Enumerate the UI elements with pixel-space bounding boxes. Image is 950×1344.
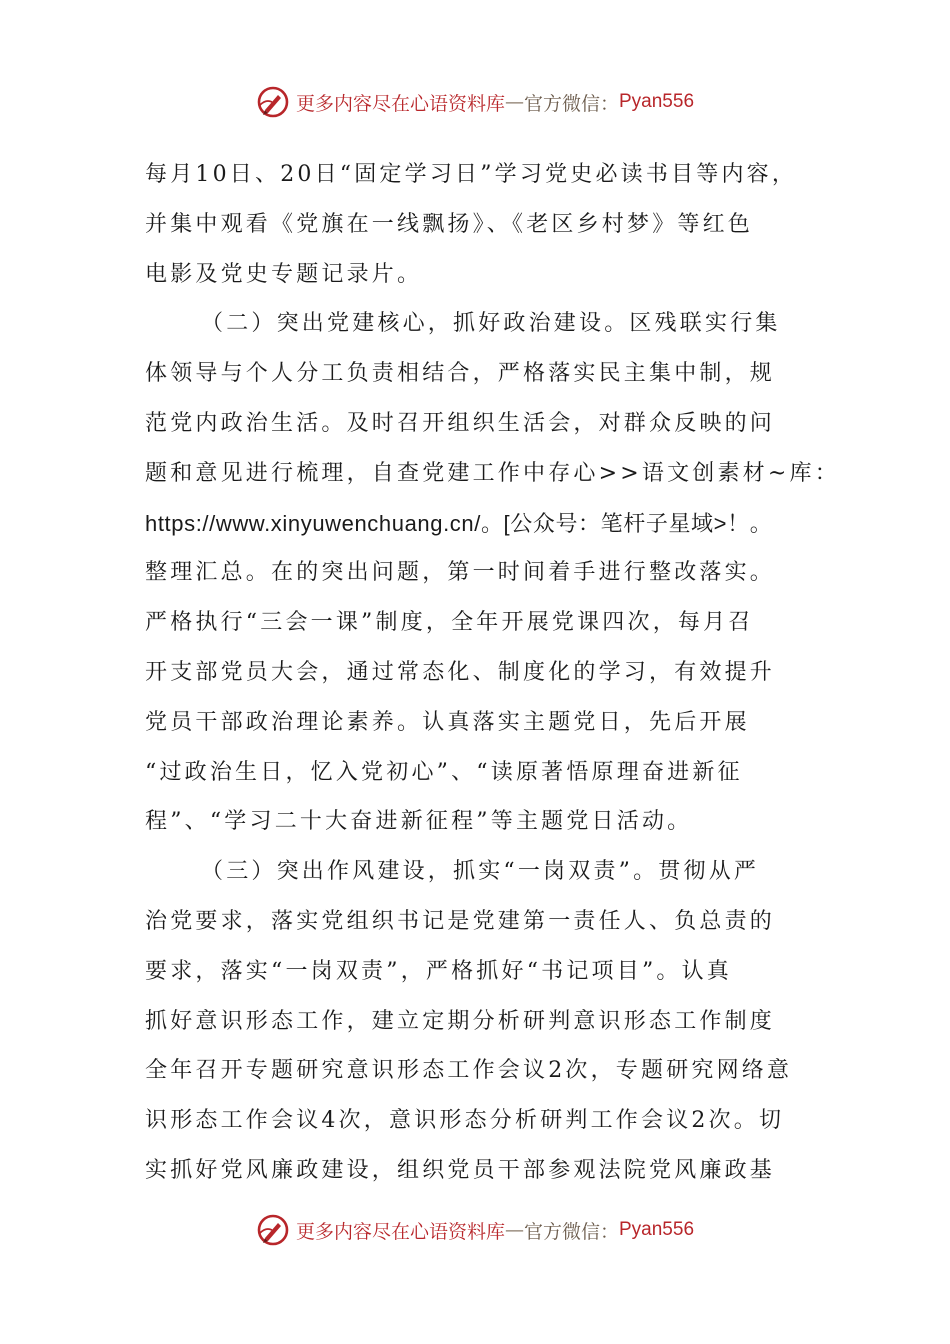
banner-title: 更多内容尽在心语资料库 xyxy=(295,92,505,115)
text-line: 每月10日、20日“固定学习日”学习党史必读书目等内容， xyxy=(145,162,798,187)
banner-wechat-label: 官方微信： xyxy=(523,1220,619,1243)
text-line: 党员干部政治理论素养。认真落实主题党日，先后开展 xyxy=(145,709,750,735)
banner-title: 更多内容尽在心语资料库 xyxy=(295,1220,505,1243)
pen-logo-icon xyxy=(256,85,290,119)
text-line: 实抓好党风廉政建设，组织党员干部参观法院党风廉政基 xyxy=(145,1157,776,1183)
banner-dash: — xyxy=(504,1219,524,1241)
banner-wechat-label: 官方微信： xyxy=(523,92,619,115)
text-line: 并集中观看《党旗在一线飘扬》、《老区乡村梦》等红色 xyxy=(145,211,754,237)
text-line: 范党内政治生活。及时召开组织生活会，对群众反映的问 xyxy=(145,410,776,436)
text-line: 整理汇总。在的突出问题，第一时间着手进行整改落实。 xyxy=(145,560,776,586)
text-line: “过政治生日，忆入党初心”、“读原著悟原理奋进新征 xyxy=(145,759,743,785)
footer-banner xyxy=(0,1210,950,1250)
text-line: 题和意见进行梳理，自查党建工作中存心>>语文创素材~库： xyxy=(145,460,840,486)
text-line: 严格执行“三会一课”制度，全年开展党课四次，每月召 xyxy=(145,610,754,636)
text-line: 电影及党史专题记录片。 xyxy=(145,261,423,287)
text-line: 治党要求，落实党组织书记是党建第一责任人、负总责的 xyxy=(145,908,776,934)
banner-wechat-id: Pyan556 xyxy=(619,91,695,112)
text-line: 要求，落实“一岗双责”，严格抓好“书记项目”。认真 xyxy=(145,958,732,984)
text-line: 识形态工作会议4次，意识形态分析研判工作会议2次。切 xyxy=(145,1108,785,1134)
document-body xyxy=(145,150,840,1196)
text-line: 体领导与个人分工负责相结合，严格落实民主集中制，规 xyxy=(145,361,776,387)
text-line: 开支部党员大会，通过常态化、制度化的学习，有效提升 xyxy=(145,659,776,685)
text-line: （二）突出党建核心，抓好政治建设。区残联实行集 xyxy=(201,311,781,337)
text-line: （三）突出作风建设，抓实“一岗双责”。贯彻从严 xyxy=(201,859,760,885)
text-line: 全年召开专题研究意识形态工作会议2次，专题研究网络意 xyxy=(145,1058,793,1084)
banner-wechat-id: Pyan556 xyxy=(619,1219,695,1240)
text-line-url: https://www.xinyuwenchuang.cn/。[公众号：笔杆子星域>！。 xyxy=(145,510,773,536)
header-banner xyxy=(0,82,950,122)
pen-logo-icon xyxy=(256,1213,290,1247)
banner-dash: — xyxy=(504,91,524,113)
text-line: 程”、“学习二十大奋进新征程”等主题党日活动。 xyxy=(145,809,693,835)
text-line: 抓好意识形态工作，建立定期分析研判意识形态工作制度 xyxy=(145,1008,776,1034)
